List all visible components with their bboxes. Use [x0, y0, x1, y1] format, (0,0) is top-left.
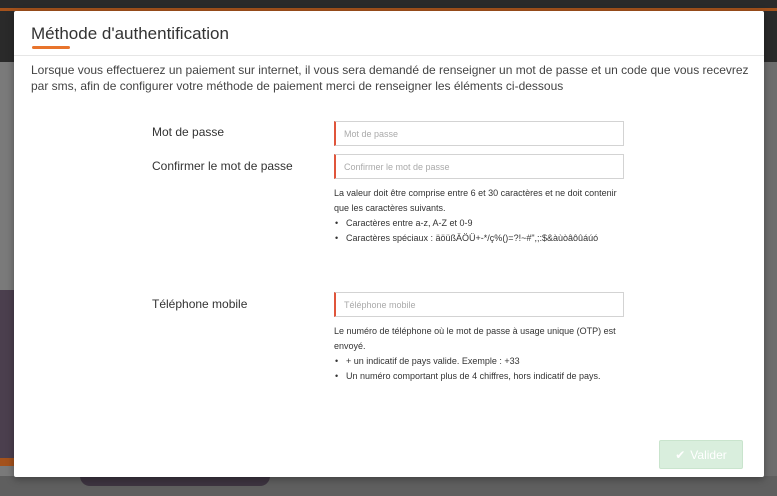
mobile-phone-input[interactable]	[334, 292, 624, 317]
password-rules-list	[334, 216, 624, 246]
mobile-rules-list	[334, 354, 624, 384]
title-underline	[32, 46, 70, 49]
mobile-label: Téléphone mobile	[152, 297, 248, 311]
password-input[interactable]	[334, 121, 624, 146]
password-help	[334, 186, 624, 246]
password-rule-alphanumeric: • Caractères entre a-z, A-Z et 0-9	[334, 216, 624, 231]
authentication-modal	[14, 11, 764, 477]
header-divider	[14, 55, 764, 56]
confirm-password-label: Confirmer le mot de passe	[152, 159, 293, 173]
password-rule-special-chars: • Caractères spéciaux : äöüßÄÖÜ+-*/ç%()=?!~#",;:$&àùòâôûáúó	[334, 231, 624, 246]
intro-text: Lorsque vous effectuerez un paiement sur internet, il vous sera demandé de renseigner un mot de passe et un code que vous recevrez par sms, afin de configurer votre méthode de paiement merci de renseigner les éléments ci-dessous	[31, 63, 749, 93]
modal-title: Méthode d'authentification	[31, 24, 229, 43]
background-left-dark-panel	[0, 290, 14, 460]
mobile-rule-country-code: • + un indicatif de pays valide. Exemple : +33	[334, 354, 624, 369]
validate-button[interactable]	[659, 440, 743, 469]
mobile-help	[334, 324, 624, 384]
password-label: Mot de passe	[152, 125, 225, 139]
check-icon: ✔	[675, 447, 686, 462]
password-help-text: La valeur doit être comprise entre 6 et 30 caractères et ne doit contenir que les caractères suivants.	[334, 188, 617, 213]
mobile-rule-digits: • Un numéro comportant plus de 4 chiffres, hors indicatif de pays.	[334, 369, 624, 384]
background-left-accent	[0, 458, 14, 466]
confirm-password-input[interactable]	[334, 154, 624, 179]
mobile-help-text: Le numéro de téléphone où le mot de passe à usage unique (OTP) est envoyé.	[334, 326, 616, 351]
background-bottom-panel	[80, 476, 270, 486]
validate-button-label: Valider	[690, 447, 727, 462]
